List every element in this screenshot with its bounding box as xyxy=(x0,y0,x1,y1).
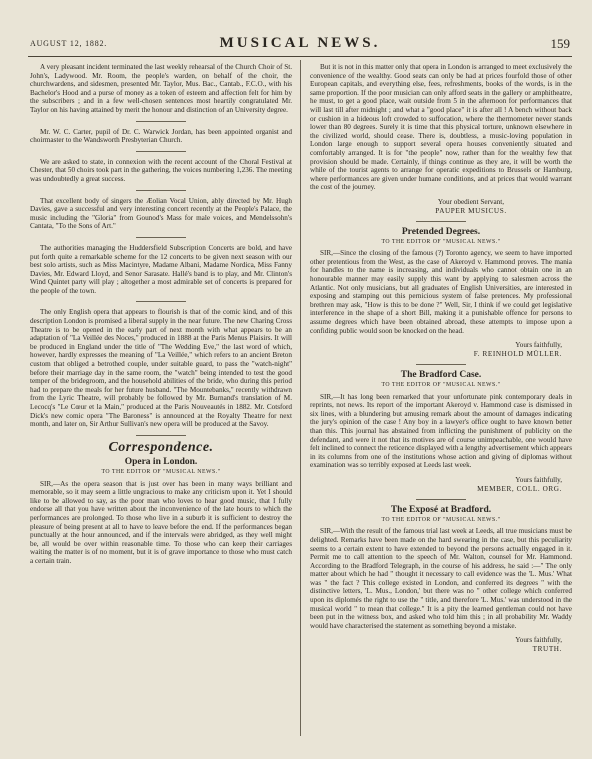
letter-heading-degrees: Pretended Degrees. xyxy=(401,227,481,238)
left-column xyxy=(30,63,292,572)
letter-signature: F. REINHOLD MÜLLER. xyxy=(473,349,562,358)
letter-opera-body-2: But it is not in this matter only that opera in London is arranged to meet exclusively the convenience of the wealthy. Good seats can only be had at prices fourfold those of other European capitals, and everything else, fees, refreshments, books of the words, is in the same proportion. If the poor musician can only afford seats in the gallery or amphitheatre, he must, to get a good place, wait outside from 5 in the afternoon for performances that will last till after midnight ; and what a "good place" it is after all ! A bench without back or cushion in a hideous loft crowded to suffocation, where the thermometer never stands lower than 80 degrees. Surely it is time that this physical torture, unknown elsewhere in the civilized world, should cease. There is, doubtless, a music-loving population in London large enough to support several opera houses conveniently situated and comfortably arranged. It is for "the people" now, rather than for the wealthy few that provision should be made. Certainly, if things continue as they are, it will be worth the while of the tourist agents to arrange for operatic expeditions to Brussels or Hamburg, where performances are given under humane conditions, and at prices that would warrant the cost of the journey. xyxy=(310,63,572,192)
right-column xyxy=(310,63,572,660)
separator xyxy=(136,301,186,302)
letter-degrees-body: SIR,—Since the closing of the famous (?) Toronto agency, we seem to have imported other pretentious from the West, as the case of Akeroyd v. Hammond proves. The mania for handles to the name is increasing, and individuals who cannot obtain one in an honourable manner may easily supply this want by applying to salesmen across the Atlantic. Not only musicians, but all graduates of English Universities, are interested in exposing and stamping out this pernicious system of false pretences. My professional brethren may ask, "How is this to be done ?" Well, Sir, I think if we could get legislative interference in the shape of a short Bill, making it a punishable offence for persons to assume degrees which have been obtained abroad, these attempts to impose upon a confiding public would soon be knocked on the head. xyxy=(310,249,572,335)
letter-heading-opera: Opera in London. xyxy=(124,457,198,468)
letter-bradford-body: SIR,—It has long been remarked that your unfortunate pink contemporary deals in reprints, not news. Its report of the important Akeroyd v. Hammond case is dismissed in six lines, with a blundering but amusing remark about the amount of damages indicating the jury's opinion of the case ! Any boy in a lawyer's office ought to have known better than this. This journal has abstained from inflicting the punishment of publicity on the defendant, and were it not that its motives are of course unimpeachable, one would have felt inclined to connect the reticence displayed with a lengthy advertisement which appears in its columns from one of the institutions whose action and giving of diplomas without examination was so terribly exposed at Leeds last week. xyxy=(310,392,572,470)
separator xyxy=(136,190,186,191)
separator xyxy=(136,435,186,436)
separator xyxy=(416,364,466,365)
issue-date: AUGUST 12, 1882. xyxy=(30,39,108,48)
letter-closing: Your obedient Servant, xyxy=(437,197,505,206)
separator xyxy=(136,151,186,152)
paragraph-chester-festival: We are asked to state, in connexion with the recent account of the Choral Festival at Chester, that 50 choirs took part in the gathering, the voices numbering 1,236. The meeting was undoubtedly a great success. xyxy=(30,157,292,183)
letter-opera-body-1: SIR,—As the opera season that is just over has been in many ways brilliant and memorable, so it may seem a little ungracious to make any criticism upon it. Yet I should like to be allowed to say, as the poor man who loves to hear good music, that I fully endorse all that you have written about the inconvenience of the late hours to which the performances are prolonged. To those who live in a suburb it is sufficient to destroy the pleasure of being present at all to have to leave before the end. If the performances began punctually at the hour announced, and if the intervals were abridged, as they well might be, all would be over within reasonable time. To those who can keep their carriages waiting the matter is of no moment, but it is of grave importance to those who must catch a certain train. xyxy=(30,479,292,565)
letter-closing: Yours faithfully, xyxy=(515,475,562,484)
masthead: MUSICAL NEWS. xyxy=(219,35,381,51)
separator xyxy=(136,121,186,122)
paragraph-appointment: Mr. W. C. Carter, pupil of Dr. C. Warwick Jordan, has been appointed organist and choirmaster to the Wandsworth Presbyterian Church. xyxy=(30,127,292,145)
letter-signature: TRUTH. xyxy=(532,645,562,654)
letter-signature: PAUPER MUSICUS. xyxy=(435,206,507,215)
page-number: 159 xyxy=(550,36,570,51)
letter-closing: Yours faithfully, xyxy=(515,341,562,350)
separator xyxy=(136,237,186,238)
to-editor-line: TO THE EDITOR OF "MUSICAL NEWS." xyxy=(381,382,501,388)
paragraph-aeolian-union: That excellent body of singers the Æolian Vocal Union, ably directed by Mr. Hugh Davies, gave a successful and very interesting concert recently at the People's Palace, the music including the "Gloria" from Gounod's Mass for male voices, and Mendelssohn's Cantata, "To the Sons of Art." xyxy=(30,196,292,231)
paragraph-comic-opera: The only English opera that appears to flourish is that of the comic kind, and of this description London is promised a liberal supply in the near future. The new Charing Cross Theatre is to be opened in the early part of next month with what appears to be an adaptation of "La Veillée des Noces," produced in 1888 at the Paris Menus Plaisirs. It will be produced in England under the title of "The Wedding Eve," the last word of which, however, hardly expresses the meaning of "La Veillée," which refers to an ancient Breton custom that obliged a betrothed couple, under suitable guard, to pass the "watch-night" before their marriage day in the same room, the "watch" being intended to test the good temper of the bridegroom, and the household abilities of the bride, who during this period had to prepare the meals for her future husband. "The Mountebanks," recently withdrawn from the Lyric Theatre, will probably be followed by Mr. Burnand's translation of M. Lecocq's "Le Cœur et la Main," produced at the Paris Nouveautés in 1882. Mr. Cotsford Dick's new comic opera "The Baroness" is announced at the Royalty Theatre for next month, and later on, Sir Arthur Sullivan's new opera will be produced at the Savoy. xyxy=(30,308,292,429)
page-header xyxy=(30,36,570,52)
separator xyxy=(416,221,466,222)
header-rule xyxy=(28,56,572,57)
column-divider xyxy=(300,60,301,736)
letter-signature: MEMBER, COLL. ORG. xyxy=(477,484,562,493)
letter-heading-bradford-case: The Bradford Case. xyxy=(400,370,482,381)
separator xyxy=(416,499,466,500)
paragraph-huddersfield-concerts: The authorities managing the Huddersfield Subscription Concerts are bold, and have put forth quite a remarkable scheme for the 12 concerts to be given next season with our best solo artists, such as Miss Macintyre, Madame Albani, Madame Nordica, Miss Fanny Davies, Mr. Edward Lloyd, and Senor Sarasate. Hallé's band is to play, and Mr. Clinton's Wind Quintet party will play ; altogether a most admirable set of concerts is prepared for the people of the town. xyxy=(30,243,292,295)
to-editor-line: TO THE EDITOR OF "MUSICAL NEWS." xyxy=(381,238,501,245)
letter-heading-expose: The Exposé at Bradford. xyxy=(390,505,492,516)
to-editor-line: TO THE EDITOR OF "MUSICAL NEWS." xyxy=(101,468,221,475)
to-editor-line: TO THE EDITOR OF "MUSICAL NEWS." xyxy=(381,516,501,523)
letter-closing: Yours faithfully, xyxy=(515,636,562,645)
correspondence-heading: Correspondence. xyxy=(108,439,214,455)
letter-expose-body: SIR,—With the result of the famous trial last week at Leeds, all true musicians must be delighted. Remarks have been made on the hard swearing in the case, but this peculiarity seems to a certain extent to have extended to beyond the persons actually engaged in it. Permit me to call attention to the speech of Mr. Walton, counsel for Mr. Hammond. According to the Bradford Telegraph, in the course of his address, he said :—" The only matter about which he had " thought it necessary to call evidence was the 'L. Mus.' What was " the fact ? This college existed in London, and conferred its degrees " with the distinctive letters, 'L. Mus., London,' but there was no " other college which conferred upon its diplomés the right to use the " title, and therefore 'L. Mus.' was understood in the musical world " to mean that college." It is a pity the learned gentleman could not have been put in the witness box, and asked who told him this ; in all probability Mr. Waddy would have characterised the statement as something beyond a mistake. xyxy=(310,527,572,630)
paragraph-presentation: A very pleasant incident terminated the last weekly rehearsal of the Church Choir of St. John's, Ladywood. Mr. Room, the people's warden, on behalf of the choir, the churchwardens, and sidesmen, presented Mr. Taylor, Mus. Bac., Cantab., F.C.O., with his Bachelor's Hood and a purse of money as a token of esteem and affection felt for him by the subscribers ; and in a few well-chosen sentences most heartily congratulated Mr. Taylor on his having attained by merit the honour and distinction of an University degree. xyxy=(30,63,292,114)
